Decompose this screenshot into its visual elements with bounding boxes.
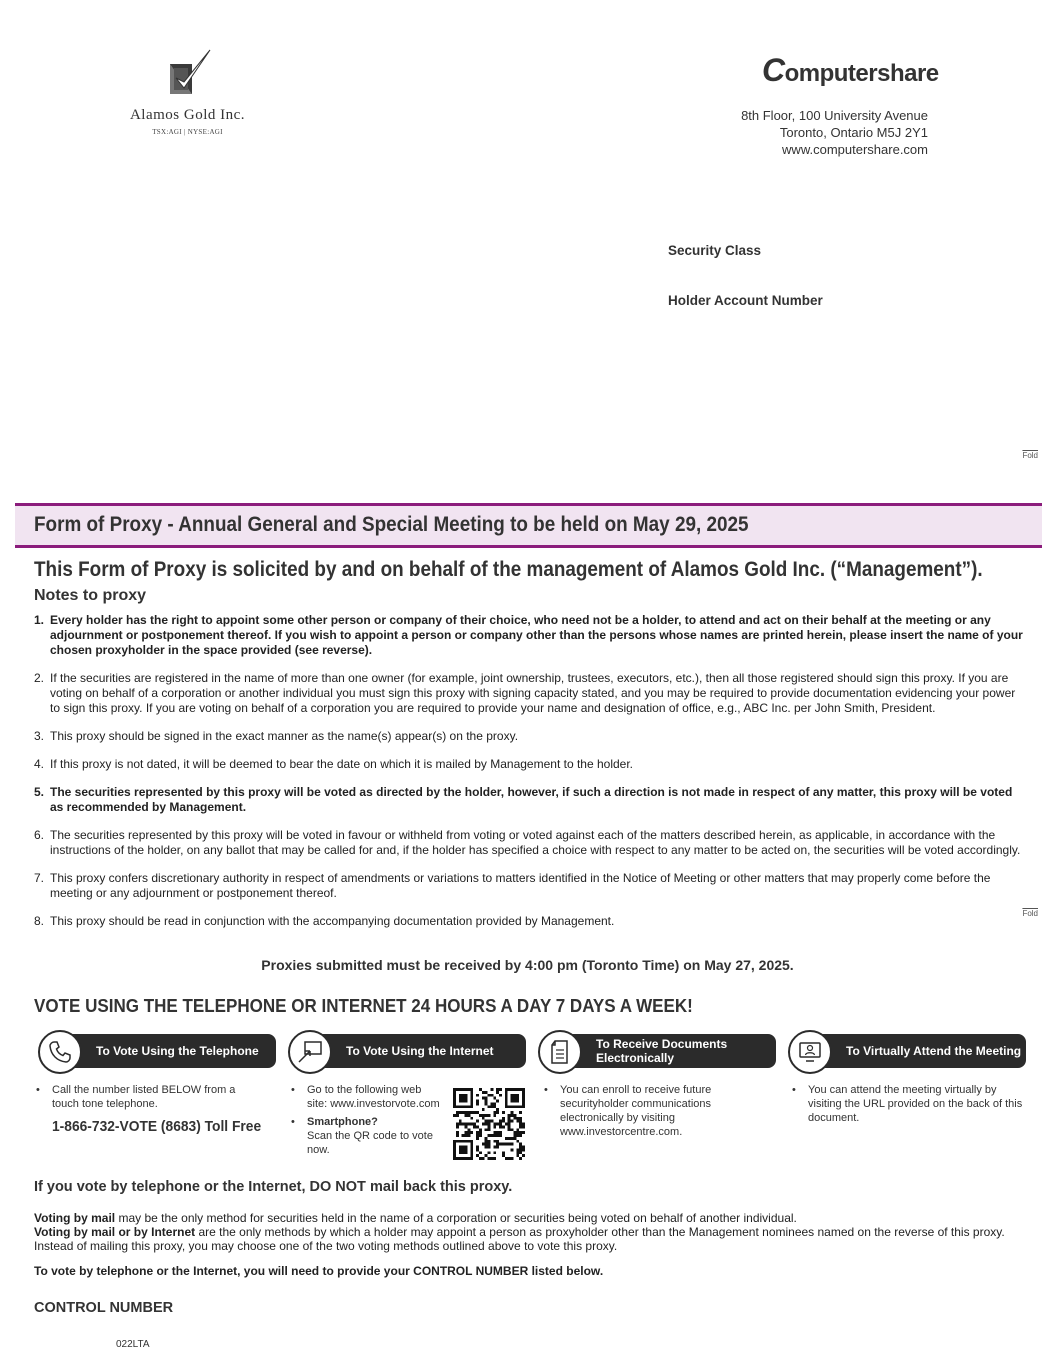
attend-method-label: To Virtually Attend the Meeting bbox=[808, 1034, 1026, 1068]
note-number: 3. bbox=[34, 729, 45, 743]
note-number: 7. bbox=[34, 871, 45, 885]
documents-method-label: To Receive Documents Electronically bbox=[558, 1034, 776, 1068]
subtitle: This Form of Proxy is solicited by and on behalf of the management of Alamos Gold Inc. (“Management”). bbox=[34, 558, 983, 581]
security-class-label: Security Class bbox=[668, 243, 762, 258]
note-text: The securities represented by this proxy will be voted as directed by the holder, however, if such a direction is not made in respect of any matter, this proxy will be voted as recommended by Management. bbox=[50, 785, 1013, 814]
computershare-logo-initial: C bbox=[762, 52, 785, 88]
note-text: If this proxy is not dated, it will be deemed to bear the date on which it is mailed by Management to the holder. bbox=[50, 757, 633, 771]
control-number-label: CONTROL NUMBER bbox=[34, 1300, 174, 1316]
notes-list bbox=[34, 613, 1024, 942]
mail-info bbox=[34, 1211, 1024, 1253]
agent-address-line: www.computershare.com bbox=[782, 142, 928, 157]
agent-address-line: Toronto, Ontario M5J 2Y1 bbox=[779, 125, 928, 140]
phone-number[interactable]: 1-866-732-VOTE (8683) Toll Free bbox=[52, 1118, 262, 1135]
note-item bbox=[34, 828, 1024, 858]
document-code: 022LTA bbox=[116, 1339, 150, 1350]
fold-mark: Fold bbox=[1022, 909, 1038, 918]
note-item bbox=[34, 785, 1024, 815]
company-logo bbox=[110, 48, 265, 136]
mail-info-paragraph bbox=[34, 1211, 1024, 1225]
internet-instruction-text: Go to the following web site: www.investorvote.com bbox=[307, 1084, 440, 1110]
note-item bbox=[34, 671, 1024, 716]
agent-address-line: 8th Floor, 100 University Avenue bbox=[741, 108, 928, 123]
telephone-method-label: To Vote Using the Telephone bbox=[58, 1034, 276, 1068]
documents-instructions: • You can enroll to receive future securityholder communications electronically by visiting www.investorcentre.com. bbox=[544, 1083, 769, 1139]
mail-info-bold: Voting by mail or by Internet bbox=[34, 1225, 196, 1239]
note-text: Every holder has the right to appoint some other person or company of their choice, who need not be a holder, to attend and act on their behalf at the meeting or any adjournment or postponement thereof. If you wish to appoint a person or company other than the persons whose names are printed herein, please insert the name of your chosen proxyholder in the space provided (see reverse). bbox=[50, 613, 1023, 657]
computershare-logo bbox=[762, 52, 939, 88]
note-number: 4. bbox=[34, 757, 45, 771]
control-number-note: To vote by telephone or the Internet, you will need to provide your CONTROL NUMBER listed below. bbox=[34, 1264, 604, 1278]
attend-method bbox=[788, 1030, 1026, 1074]
note-text: This proxy should be signed in the exact manner as the name(s) appear(s) on the proxy. bbox=[50, 729, 519, 743]
note-item bbox=[34, 729, 1024, 744]
note-text: If the securities are registered in the name of more than one owner (for example, joint ownership, trustees, executors, etc.), then all those registered should sign this proxy. If you are voting on behalf of a corporation or another individual you must sign this proxy with signing capacity stated, and you may be required to provide documentation evidencing your power to sign this proxy. If you are voting on behalf of a corporation you are required to provide your name and designation of office, e.g., ABC Inc. per John Smith, President. bbox=[50, 671, 1016, 715]
internet-instructions: • Go to the following web site: www.investorvote.com bbox=[291, 1084, 440, 1110]
telephone-instructions: • Call the number listed BELOW from a touch tone telephone. bbox=[36, 1083, 256, 1111]
fold-mark: Fold bbox=[1022, 451, 1038, 460]
mail-info-text: may be the only method for securities held in the name of a corporation or securities being voted on behalf of another individual. bbox=[115, 1211, 797, 1225]
attend-instruction-text: You can attend the meeting virtually by visiting the URL provided on the back of this document. bbox=[808, 1084, 1023, 1124]
company-ticker: TSX:AGI | NYSE:AGI bbox=[152, 128, 223, 136]
mail-info-paragraph bbox=[34, 1225, 1024, 1253]
document-icon bbox=[538, 1030, 582, 1074]
qr-code[interactable] bbox=[453, 1088, 525, 1160]
mail-info-text: are the only methods by which a holder may appoint a person as proxyholder other than the Management nominees named on the reverse of this proxy. Instead of mailing this proxy, you may choose one of the two voting methods outlined above to vote this proxy. bbox=[34, 1225, 1005, 1253]
internet-method-label: To Vote Using the Internet bbox=[308, 1034, 526, 1068]
click-icon bbox=[288, 1030, 332, 1074]
phone-icon bbox=[38, 1030, 82, 1074]
documents-method bbox=[538, 1030, 776, 1074]
mail-info-bold: Voting by mail bbox=[34, 1211, 116, 1225]
note-item bbox=[34, 757, 1024, 772]
note-number: 8. bbox=[34, 914, 45, 928]
note-number: 5. bbox=[34, 785, 45, 799]
proxy-deadline: Proxies submitted must be received by 4:00 pm (Toronto Time) on May 27, 2025. bbox=[261, 957, 794, 973]
notes-heading: Notes to proxy bbox=[34, 587, 147, 604]
note-number: 1. bbox=[34, 613, 45, 627]
internet-method bbox=[288, 1030, 526, 1074]
note-number: 6. bbox=[34, 828, 45, 842]
note-item bbox=[34, 871, 1024, 901]
note-text: This proxy confers discretionary authority in respect of amendments or variations to matters identified in the Notice of Meeting or other matters that may properly come before the meeting or any adjournment or postponement thereof. bbox=[50, 871, 991, 900]
smartphone-text: Scan the QR code to vote now. bbox=[307, 1130, 433, 1156]
vote-heading: VOTE USING THE TELEPHONE OR INTERNET 24 HOURS A DAY 7 DAYS A WEEK! bbox=[34, 995, 693, 1016]
attend-instructions: • You can attend the meeting virtually by visiting the URL provided on the back of this document. bbox=[792, 1083, 1032, 1125]
virtual-meeting-icon bbox=[788, 1030, 832, 1074]
telephone-instruction-text: Call the number listed BELOW from a touch tone telephone. bbox=[52, 1084, 236, 1110]
agent-address bbox=[741, 107, 928, 158]
smartphone-instructions: • Smartphone? Scan the QR code to vote now. bbox=[291, 1116, 433, 1156]
page-title: Form of Proxy - Annual General and Special Meeting to be held on May 29, 2025 bbox=[34, 513, 749, 536]
computershare-logo-text: omputershare bbox=[784, 60, 939, 87]
company-name: Alamos Gold Inc. bbox=[129, 107, 246, 123]
smartphone-title: Smartphone? bbox=[307, 1116, 378, 1128]
do-not-mail-warning: If you vote by telephone or the Internet, DO NOT mail back this proxy. bbox=[34, 1179, 513, 1195]
note-number: 2. bbox=[34, 671, 45, 685]
note-text: The securities represented by this proxy will be voted in favour or withheld from voting or voted against each of the matters described herein, as applicable, in accordance with the instructions of the holder, on any ballot that may be called for and, if the holder has specified a choice with respect to any matter to be acted on, the securities will be voted accordingly. bbox=[50, 828, 1021, 857]
note-text: This proxy should be read in conjunction with the accompanying documentation provided by Management. bbox=[50, 914, 615, 928]
alamos-logo-icon bbox=[162, 48, 214, 96]
telephone-method bbox=[38, 1030, 276, 1074]
holder-account-label: Holder Account Number bbox=[668, 293, 823, 308]
documents-instruction-text: You can enroll to receive future securityholder communications electronically by visiting www.investorcentre.com. bbox=[560, 1084, 712, 1138]
note-item bbox=[34, 613, 1024, 658]
note-item bbox=[34, 914, 1024, 929]
